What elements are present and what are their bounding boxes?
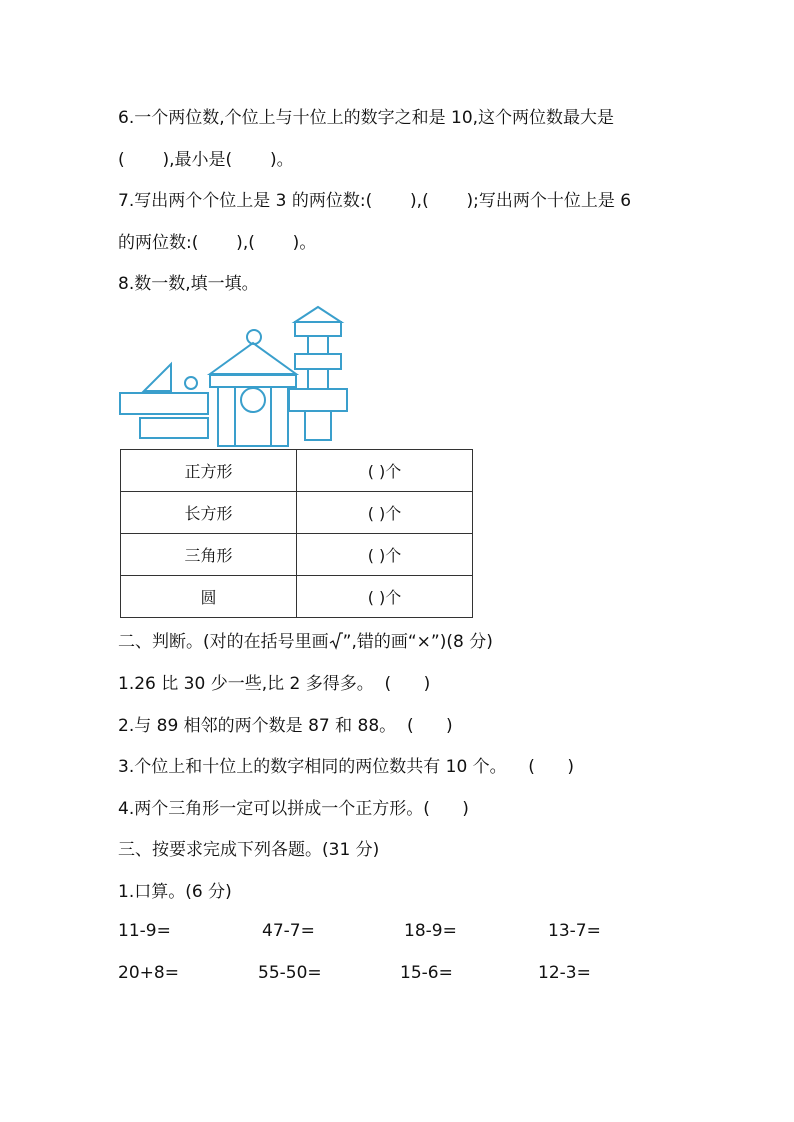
q7-line1: 7.写出两个个位上是 3 的两位数:( ),( );写出两个十位上是 6 bbox=[118, 191, 632, 211]
section3-sub1: 1.口算。(6 分) bbox=[118, 882, 232, 902]
q7-line2: 的两位数:( ),( )。 bbox=[118, 233, 317, 253]
block-rectangle bbox=[120, 393, 208, 414]
block-circle bbox=[247, 330, 261, 344]
judge-item-1: 1.26 比 30 少一些,比 2 多得多。 ( ) bbox=[118, 674, 431, 694]
calc-item: 15-6= bbox=[400, 963, 453, 983]
judge-item-4: 4.两个三角形一定可以拼成一个正方形。( ) bbox=[118, 799, 469, 819]
shape-name-cell: 三角形 bbox=[121, 534, 297, 576]
block-triangle bbox=[295, 307, 341, 322]
block-square bbox=[218, 387, 288, 446]
block-triangle bbox=[210, 343, 296, 374]
calc-item: 12-3= bbox=[538, 963, 591, 983]
calc-item: 47-7= bbox=[262, 921, 315, 941]
calc-item: 55-50= bbox=[258, 963, 322, 983]
check-mark-icon bbox=[329, 632, 343, 650]
judge-item-2: 2.与 89 相邻的两个数是 87 和 88。 ( ) bbox=[118, 716, 453, 736]
section2-title bbox=[118, 630, 493, 654]
shape-count-table bbox=[120, 449, 473, 618]
answer-cell[interactable]: ( )个 bbox=[297, 534, 473, 576]
block-rectangle bbox=[295, 322, 341, 336]
section2-title-pre: 二、判断。(对的在括号里画 bbox=[118, 632, 329, 652]
shape-name-cell: 正方形 bbox=[121, 450, 297, 492]
table-row bbox=[121, 492, 473, 534]
block-rectangle bbox=[305, 411, 331, 440]
answer-cell[interactable]: ( )个 bbox=[297, 492, 473, 534]
building-blocks-figure bbox=[118, 305, 353, 450]
block-triangle bbox=[144, 364, 171, 391]
table-row bbox=[121, 576, 473, 618]
shape-name-cell: 长方形 bbox=[121, 492, 297, 534]
calc-item: 18-9= bbox=[404, 921, 457, 941]
q8-title: 8.数一数,填一填。 bbox=[118, 274, 259, 294]
judge-item-3: 3.个位上和十位上的数字相同的两位数共有 10 个。 ( ) bbox=[118, 757, 574, 777]
section3-title: 三、按要求完成下列各题。(31 分) bbox=[118, 840, 380, 860]
block-circle bbox=[241, 388, 265, 412]
block-square bbox=[308, 336, 328, 354]
block-rectangle bbox=[289, 389, 347, 411]
calc-item: 11-9= bbox=[118, 921, 171, 941]
answer-cell[interactable]: ( )个 bbox=[297, 450, 473, 492]
block-rectangle bbox=[210, 375, 296, 387]
calc-item: 20+8= bbox=[118, 963, 179, 983]
calc-item: 13-7= bbox=[548, 921, 601, 941]
block-circle bbox=[185, 377, 197, 389]
answer-cell[interactable]: ( )个 bbox=[297, 576, 473, 618]
section2-title-post: ”,错的画“×”)(8 分) bbox=[342, 632, 493, 652]
table-row bbox=[121, 450, 473, 492]
block-rectangle bbox=[295, 354, 341, 369]
block-rectangle bbox=[140, 418, 208, 438]
table-row bbox=[121, 534, 473, 576]
block-square bbox=[308, 369, 328, 389]
shape-name-cell: 圆 bbox=[121, 576, 297, 618]
q6-line1: 6.一个两位数,个位上与十位上的数字之和是 10,这个两位数最大是 bbox=[118, 108, 615, 128]
q6-line2: ( ),最小是( )。 bbox=[118, 150, 294, 170]
